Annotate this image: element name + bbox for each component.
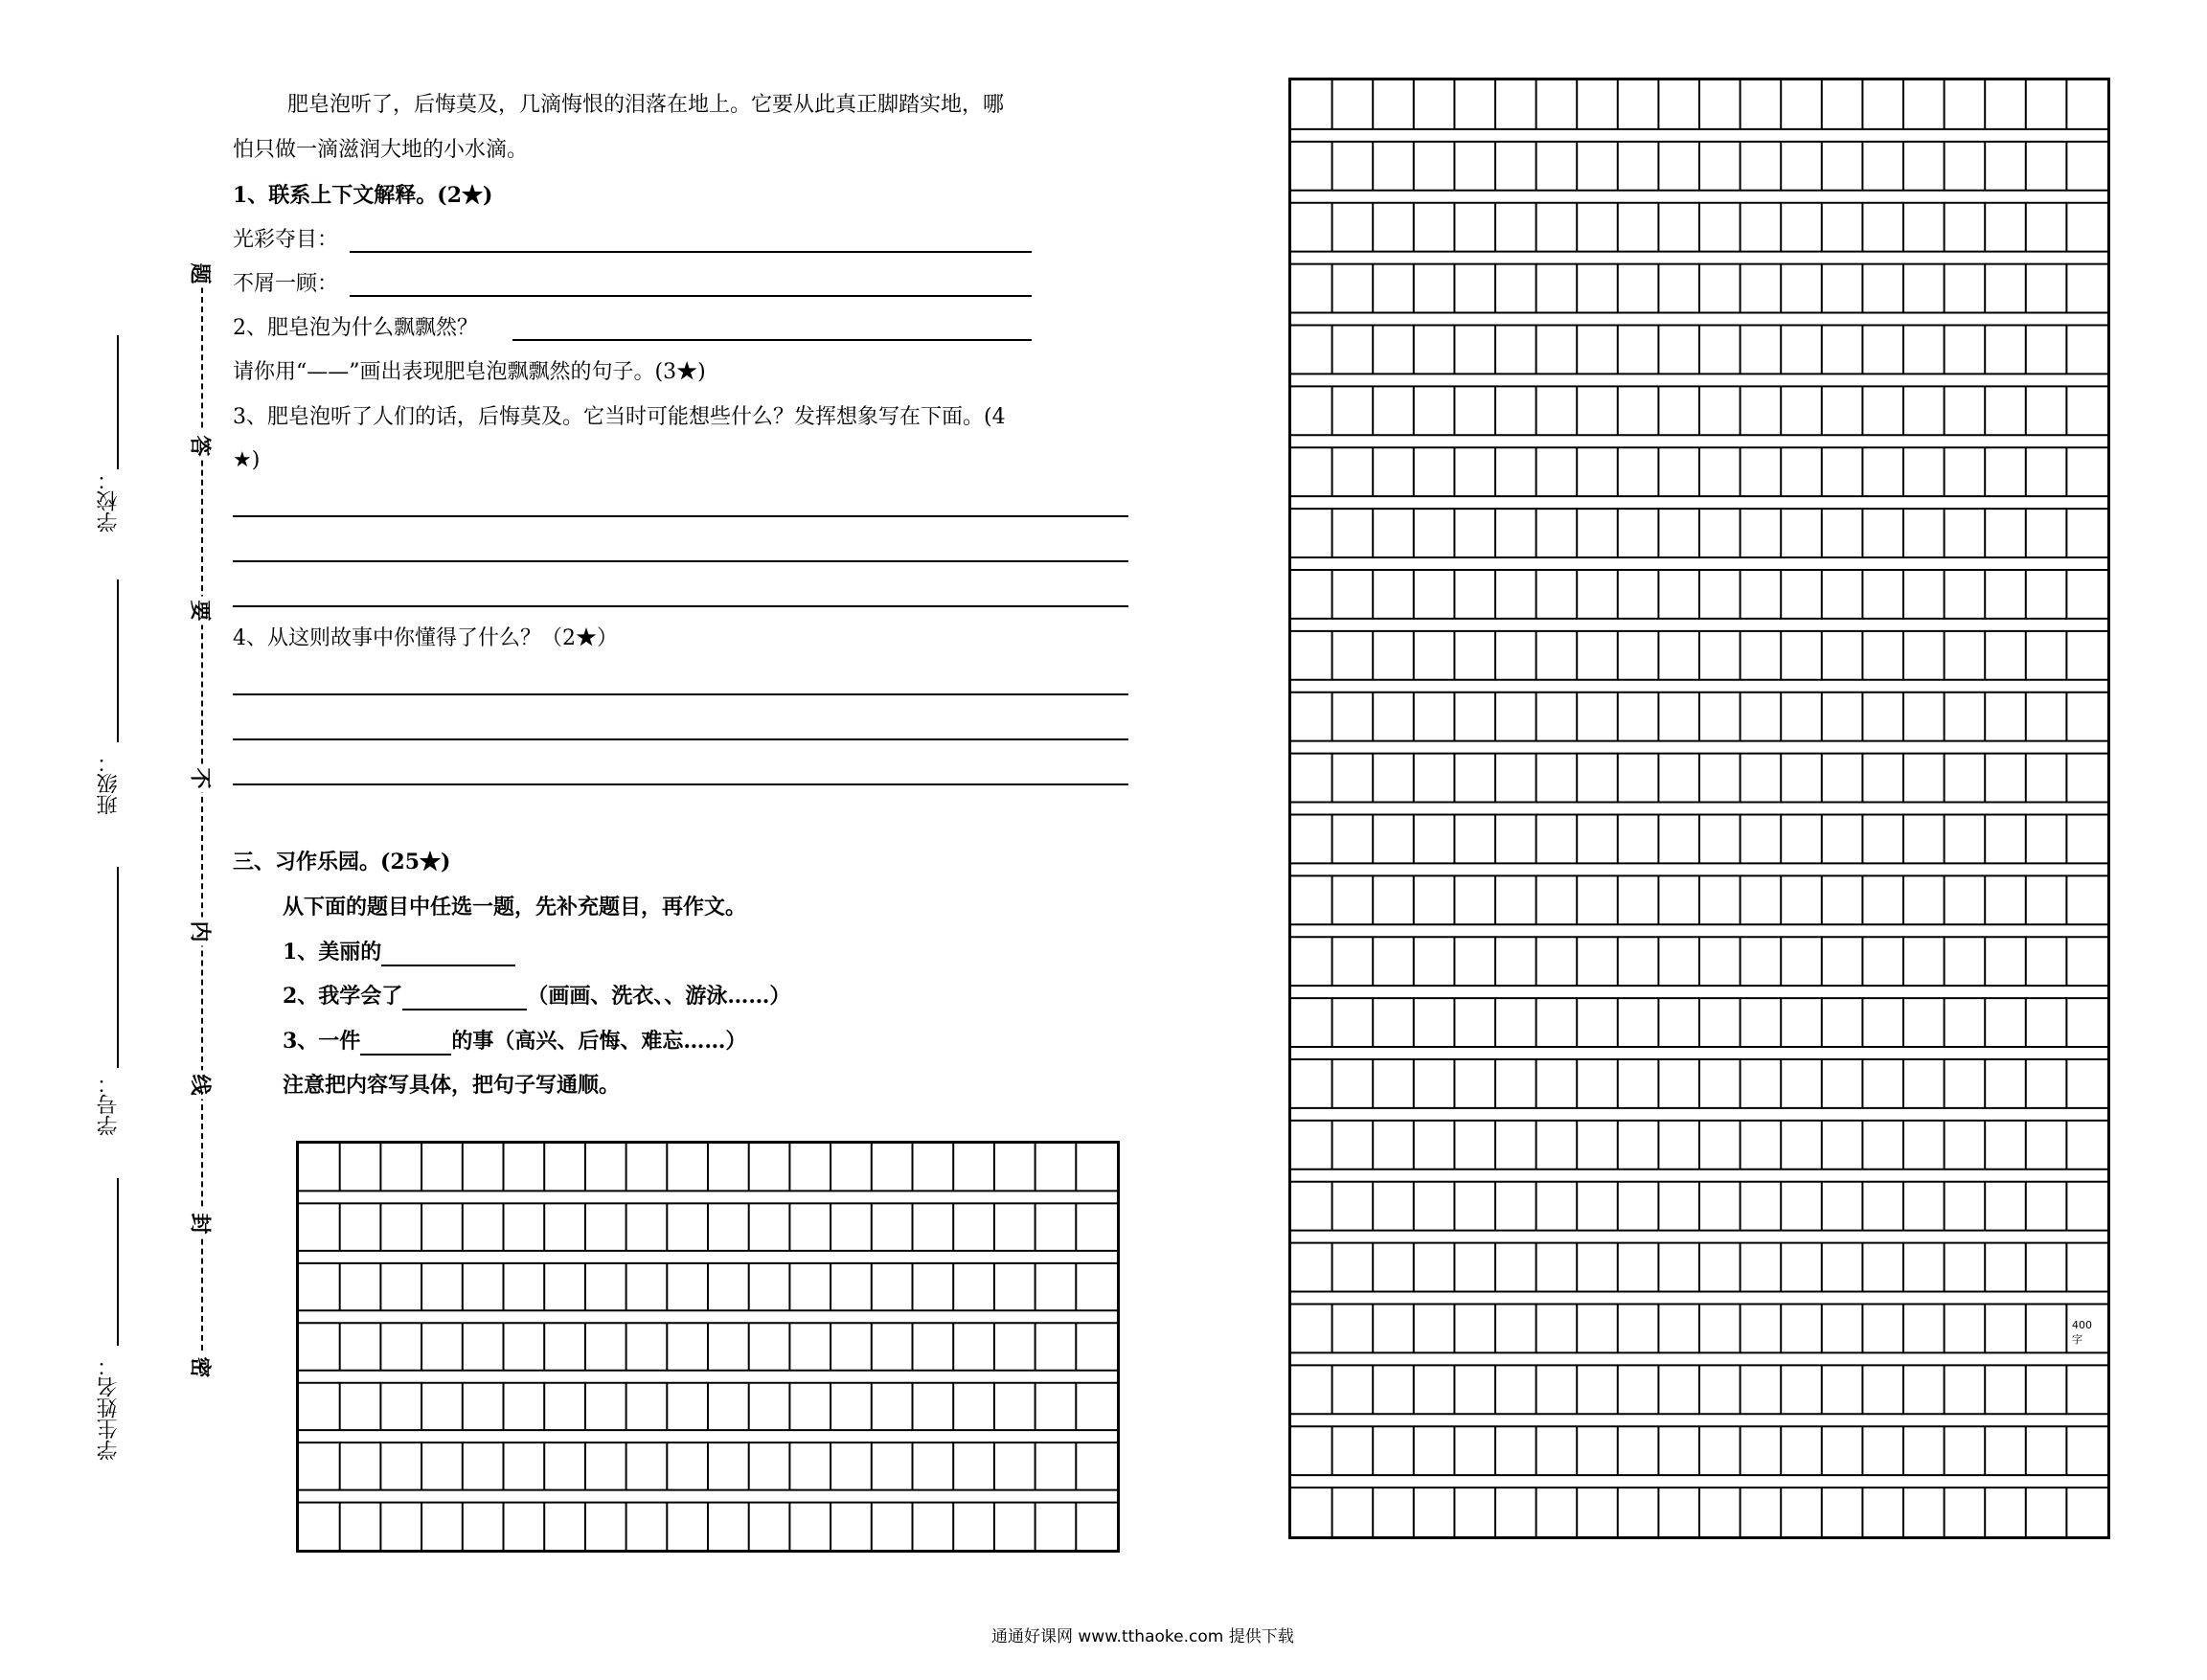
seal-char: 不 xyxy=(187,764,216,793)
school-label: 学校： xyxy=(97,469,121,533)
q2-question: 2、肥皂泡为什么飘飘然？ xyxy=(233,316,478,340)
topic-option-1-blank[interactable] xyxy=(381,940,515,966)
q4-question: 4、从这则故事中你懂得了什么？（2★） xyxy=(233,626,618,650)
q1-term-a: 光彩夺目： xyxy=(233,228,339,252)
composition-heading: 三、习作乐园。(25★) xyxy=(233,850,451,874)
topic-option-1: 1、美丽的 xyxy=(283,940,382,965)
q3-question-line-1: 3、肥皂泡听了人们的话，后悔莫及。它当时可能想些什么？发挥想象写在下面。(4 xyxy=(233,405,1006,429)
q1-answer-a[interactable] xyxy=(350,251,1032,253)
seal-char: 答 xyxy=(187,432,216,461)
q2-answer[interactable] xyxy=(512,339,1032,341)
topic-option-3-blank[interactable] xyxy=(360,1029,451,1056)
seal-char: 要 xyxy=(187,597,216,625)
seal-char: 封 xyxy=(187,1210,216,1238)
class-label: 班级： xyxy=(97,752,121,815)
seal-char: 内 xyxy=(187,918,216,946)
q3-answer-line[interactable] xyxy=(233,515,1128,517)
topic-option-3: 3、一件 xyxy=(283,1029,361,1054)
composition-note: 注意把内容写具体，把句子写通顺。 xyxy=(283,1073,621,1098)
q3-answer-line[interactable] xyxy=(233,560,1128,562)
name-underline xyxy=(117,1178,119,1346)
topic-option-2: 2、我学会了 xyxy=(283,984,403,1009)
page-footer: 通通好课网 www.tthaoke.com 提供下载 xyxy=(991,1627,1294,1646)
passage-line-2: 怕只做一滴滋润大地的小水滴。 xyxy=(233,138,529,162)
topic-option-2-blank[interactable] xyxy=(402,984,527,1010)
number-label: 学号： xyxy=(97,1073,121,1136)
q3-question-line-2: ★) xyxy=(233,448,261,472)
school-underline xyxy=(117,335,119,469)
topic-option-2-hints: （画画、洗衣、、游泳……） xyxy=(527,984,791,1009)
grid-lines xyxy=(1291,80,2107,1536)
seal-char: 线 xyxy=(187,1071,216,1100)
q3-answer-line[interactable] xyxy=(233,605,1128,607)
word-count-marker: 400 字 xyxy=(2072,1319,2092,1346)
composition-instruction: 从下面的题目中任选一题，先补充题目，再作文。 xyxy=(283,895,747,919)
number-underline xyxy=(117,867,119,1068)
passage-line-1: 肥皂泡听了，后悔莫及，几滴悔恨的泪落在地上。它要从此真正脚踏实地，哪 xyxy=(287,93,1005,117)
name-label: 学生姓名： xyxy=(97,1355,121,1461)
writing-grid-right[interactable] xyxy=(1288,78,2110,1539)
q4-answer-line[interactable] xyxy=(233,693,1128,695)
q4-answer-line[interactable] xyxy=(233,738,1128,740)
class-underline xyxy=(117,579,119,742)
seal-char: 题 xyxy=(187,260,216,288)
writing-grid-left[interactable] xyxy=(296,1141,1120,1553)
q1-term-b: 不屑一顾： xyxy=(233,272,339,296)
topic-option-3-hints: 的事（高兴、后悔、难忘……） xyxy=(451,1029,747,1054)
q1-title: 1、联系上下文解释。(2★) xyxy=(233,183,493,208)
seal-char: 密 xyxy=(187,1353,216,1382)
q4-answer-line[interactable] xyxy=(233,783,1128,785)
q1-answer-b[interactable] xyxy=(350,295,1032,297)
q2-sub-question: 请你用“——”画出表现肥皂泡飘飘然的句子。(3★) xyxy=(233,360,706,384)
grid-lines xyxy=(299,1144,1117,1550)
